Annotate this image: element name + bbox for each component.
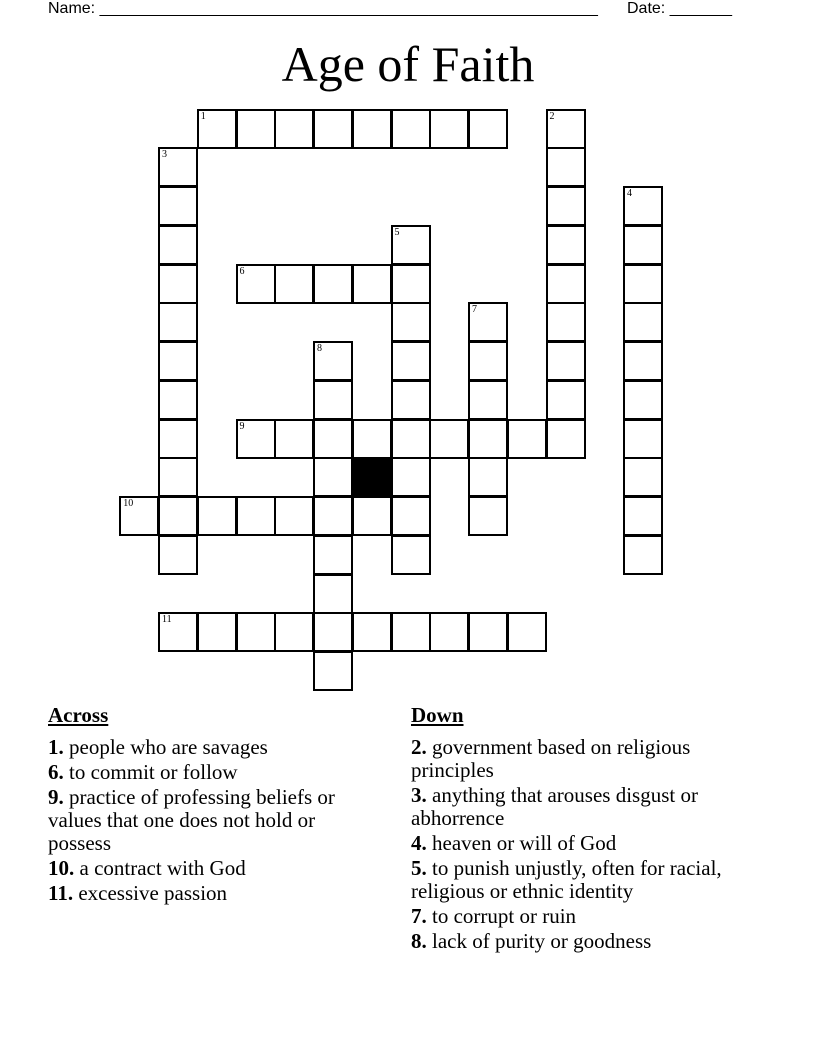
- down-clue-8: [411, 930, 751, 953]
- crossword-cell[interactable]: [429, 419, 469, 459]
- across-clue-1: [48, 736, 383, 759]
- crossword-cell[interactable]: [546, 225, 586, 265]
- across-clue-10: [48, 857, 383, 880]
- crossword-cell[interactable]: [546, 264, 586, 304]
- crossword-cell[interactable]: [391, 264, 431, 304]
- crossword-cell[interactable]: [623, 225, 663, 265]
- clue-number-label: 1: [200, 110, 206, 122]
- clue-number: 9.: [48, 785, 64, 809]
- clue-number: 10.: [48, 856, 75, 880]
- crossword-cell[interactable]: [623, 341, 663, 381]
- crossword-cell[interactable]: [313, 574, 353, 614]
- crossword-cell[interactable]: [313, 380, 353, 420]
- crossword-cell[interactable]: [429, 109, 469, 149]
- crossword-cell[interactable]: [352, 496, 392, 536]
- crossword-cell[interactable]: [158, 419, 198, 459]
- clue-text: excessive passion: [73, 881, 228, 905]
- crossword-cell[interactable]: [236, 109, 276, 149]
- clue-text: anything that arouses disgust or abhorrence: [411, 783, 698, 830]
- down-clue-2: [411, 736, 751, 782]
- crossword-cell[interactable]: [391, 419, 431, 459]
- crossword-cell[interactable]: [313, 496, 353, 536]
- crossword-cell[interactable]: [391, 380, 431, 420]
- crossword-cell[interactable]: [197, 109, 237, 149]
- clue-number: 11.: [48, 881, 74, 905]
- crossword-cell[interactable]: [274, 496, 314, 536]
- crossword-cell[interactable]: [623, 535, 663, 575]
- crossword-cell[interactable]: [313, 535, 353, 575]
- crossword-cell[interactable]: [158, 612, 198, 652]
- crossword-cell[interactable]: [391, 535, 431, 575]
- crossword-cell[interactable]: [623, 380, 663, 420]
- clue-number-label: 7: [472, 304, 477, 316]
- crossword-cell[interactable]: [468, 457, 508, 497]
- crossword-cell[interactable]: [158, 147, 198, 187]
- clue-number: 2.: [411, 735, 427, 759]
- crossword-cell[interactable]: [197, 496, 237, 536]
- crossword-cell[interactable]: [546, 109, 586, 149]
- down-clues: [411, 702, 751, 955]
- crossword-cell[interactable]: [119, 496, 159, 536]
- crossword-cell[interactable]: [236, 612, 276, 652]
- across-clue-11: [48, 882, 383, 905]
- crossword-cell[interactable]: [158, 457, 198, 497]
- crossword-cell[interactable]: [623, 264, 663, 304]
- clue-number-label: 10: [123, 498, 134, 509]
- clue-number: 4.: [411, 831, 427, 855]
- crossword-cell[interactable]: [546, 302, 586, 342]
- crossword-cell[interactable]: [274, 612, 314, 652]
- crossword-cell[interactable]: [313, 341, 353, 381]
- clue-number: 1.: [48, 735, 64, 759]
- clue-text: to corrupt or ruin: [426, 904, 577, 928]
- crossword-cell[interactable]: [158, 225, 198, 265]
- down-heading: Down: [411, 703, 464, 727]
- across-clue-9: [48, 786, 383, 855]
- crossword-cell[interactable]: [391, 225, 431, 265]
- crossword-cell[interactable]: [391, 612, 431, 652]
- across-clue-6: [48, 761, 383, 784]
- crossword-cell[interactable]: [468, 302, 508, 342]
- crossword-cell[interactable]: [546, 147, 586, 187]
- clue-text: a contract with God: [74, 856, 246, 880]
- crossword-cell[interactable]: [623, 419, 663, 459]
- crossword-cell[interactable]: [546, 380, 586, 420]
- clue-number-label: 6: [239, 265, 245, 277]
- crossword-cell[interactable]: [468, 380, 508, 420]
- crossword-cell[interactable]: [546, 186, 586, 226]
- clue-text: practice of professing beliefs or values that one does not hold or possess: [48, 785, 335, 855]
- crossword-cell[interactable]: [313, 457, 353, 497]
- crossword-cell[interactable]: [623, 457, 663, 497]
- crossword-cell[interactable]: [391, 302, 431, 342]
- clue-text: people who are savages: [63, 735, 268, 759]
- crossword-cell[interactable]: [158, 264, 198, 304]
- crossword-cell[interactable]: [236, 264, 276, 304]
- clue-number-label: 9: [239, 420, 245, 432]
- crossword-cell[interactable]: [391, 341, 431, 381]
- crossword-cell[interactable]: [546, 341, 586, 381]
- crossword-cell[interactable]: [158, 535, 198, 575]
- name-field-line: Name: ________________________________________________________: [48, 0, 598, 17]
- crossword-cell[interactable]: [468, 109, 508, 149]
- crossword-cell[interactable]: [391, 109, 431, 149]
- down-clue-5: [411, 857, 751, 903]
- crossword-cell[interactable]: [236, 419, 276, 459]
- crossword-cell[interactable]: [313, 109, 353, 149]
- across-clues: [48, 702, 383, 907]
- clue-number-label: 5: [394, 226, 400, 238]
- crossword-cell[interactable]: [158, 496, 198, 536]
- across-heading: Across: [48, 703, 109, 727]
- down-clue-7: [411, 905, 751, 928]
- clue-number-label: 11: [162, 614, 172, 626]
- clue-number-label: 8: [317, 343, 322, 354]
- crossword-cell[interactable]: [313, 612, 353, 652]
- crossword-cell[interactable]: [352, 612, 392, 652]
- crossword-cell[interactable]: [158, 186, 198, 226]
- crossword-cell[interactable]: [623, 186, 663, 226]
- crossword-cell[interactable]: [274, 264, 314, 304]
- clue-text: lack of purity or goodness: [426, 929, 652, 953]
- crossword-cell[interactable]: [391, 496, 431, 536]
- clue-number: 3.: [411, 783, 427, 807]
- crossword-cell[interactable]: [197, 612, 237, 652]
- clue-text: government based on religious principles: [411, 735, 691, 782]
- crossword-cell[interactable]: [352, 419, 392, 459]
- clue-text: heaven or will of God: [426, 831, 617, 855]
- crossword-cell[interactable]: [546, 419, 586, 459]
- clue-number: 7.: [411, 904, 427, 928]
- crossword-cell[interactable]: [468, 419, 508, 459]
- crossword-cell[interactable]: [158, 302, 198, 342]
- crossword-cell[interactable]: [352, 109, 392, 149]
- crossword-cell[interactable]: [274, 419, 314, 459]
- crossword-cell[interactable]: [468, 341, 508, 381]
- clue-number-label: 3: [162, 149, 167, 161]
- page-title: Age of Faith: [281, 36, 535, 92]
- down-clue-3: [411, 784, 751, 830]
- crossword-cell[interactable]: [158, 380, 198, 420]
- crossword-cell[interactable]: [623, 302, 663, 342]
- crossword-cell[interactable]: [623, 496, 663, 536]
- crossword-cell[interactable]: [391, 457, 431, 497]
- clue-number-label: 4: [627, 188, 632, 199]
- crossword-cell[interactable]: [507, 612, 547, 652]
- clue-number: 5.: [411, 856, 427, 880]
- crossword-cell[interactable]: [274, 109, 314, 149]
- crossword-cell[interactable]: [313, 419, 353, 459]
- block-cell: [352, 457, 392, 497]
- clue-number-label: 2: [549, 110, 555, 122]
- crossword-cell[interactable]: [313, 651, 353, 691]
- crossword-cell[interactable]: [468, 612, 508, 652]
- crossword-cell[interactable]: [507, 419, 547, 459]
- clue-number: 8.: [411, 929, 427, 953]
- crossword-cell[interactable]: [429, 612, 469, 652]
- date-field-line: Date: _______: [627, 0, 732, 17]
- crossword-cell[interactable]: [313, 264, 353, 304]
- crossword-cell[interactable]: [468, 496, 508, 536]
- down-clue-4: [411, 832, 751, 855]
- clue-number: 6.: [48, 760, 64, 784]
- crossword-cell[interactable]: [352, 264, 392, 304]
- clue-text: to punish unjustly, often for racial, religious or ethnic identity: [411, 856, 722, 903]
- crossword-cell[interactable]: [236, 496, 276, 536]
- clue-text: to commit or follow: [63, 760, 238, 784]
- crossword-cell[interactable]: [158, 341, 198, 381]
